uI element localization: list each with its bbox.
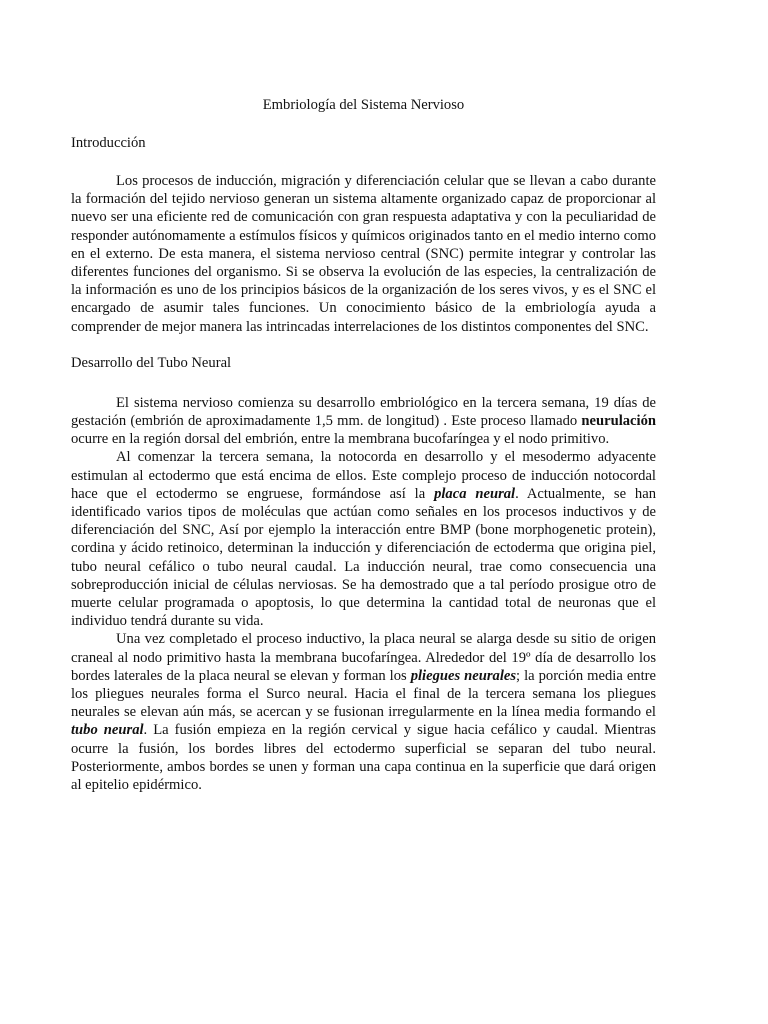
- term-neurulacion: neurulación: [581, 413, 656, 430]
- section-heading-introduccion: Introducción: [71, 135, 146, 151]
- paragraph-text: El sistema nervioso comienza su desarrollo embriológico en la tercera semana, 19 días de gestación (embrión de aproximadamente 1,5 mm. de longitud) . Este proceso llamado: [71, 394, 656, 430]
- term-tubo-neural: tubo neural: [71, 722, 144, 739]
- paragraph-text: . La fusión empieza en la región cervical y sigue hacia cefálico y caudal. Mientras ocurre la fusión, los bordes libres del ectodermo superficial se separan del tubo neural. Posteriormente, ambos bordes se unen y forman una capa continua en la superficie que dará origen al epitelio epidérmico.: [71, 722, 656, 794]
- paragraph-pliegues-neurales: [71, 630, 656, 794]
- term-placa-neural: placa neural: [434, 485, 516, 502]
- paragraph-neurulacion: [71, 394, 656, 449]
- document-page: [71, 96, 656, 794]
- term-pliegues-neurales: pliegues neurales: [410, 667, 517, 684]
- paragraph-text: . Actualmente, se han identificado varios tipos de moléculas que actúan como señales en los procesos inductivos y de diferenciación del SNC, Así por ejemplo la interacción entre BMP (bone morphogenetic protein), cordina y ácido retinoico, determinan la inducción y diferenciación de ectoderma que origina piel, tubo neural cefálico o tubo neural caudal. La inducción neural, trae como consecuencia una sobreproducción inicial de células nerviosas. Se ha demostrado que a tal período prosigue otro de muerte celular programada o apoptosis, lo que determina la cantidad total de neuronas que el individuo tendrá durante su vida.: [71, 485, 656, 630]
- document-title: Embriología del Sistema Nervioso: [262, 97, 465, 113]
- paragraph-text: Al comenzar la tercera semana, la notocorda en desarrollo y el mesodermo adyacente estimulan al ectodermo que está encima de ellos. Este complejo proceso de inducción notocordal hace que el ectodermo se engruese, formándose así la: [71, 449, 656, 502]
- paragraph-text: ocurre en la región dorsal del embrión, entre la membrana bucofaríngea y el nodo primitivo.: [71, 431, 610, 448]
- intro-paragraph: Los procesos de inducción, migración y diferenciación celular que se llevan a cabo durante la formación del tejido nervioso generan un sistema altamente organizado capaz de proporcionar al nuevo ser una eficiente red de comunicación con gran respuesta adaptativa y con la peculiaridad de responder autónomamente a estímulos físicos y químicos originados tanto en el medio interno como en el externo. De esta manera, el sistema nervioso central (SNC) permite integrar y controlar las diferentes funciones del organismo. Si se observa la evolución de las especies, la centralización de la información es uno de los principios básicos de la organización de los seres vivos, y es el SNC el encargado de asumir tales funciones. Un conocimiento básico de la embriología ayuda a comprender de mejor manera las intrincadas interrelaciones de los distintos componentes del SNC.: [71, 173, 656, 335]
- paragraph-text: ; la porción media entre los pliegues neurales forma el Surco neural. Hacia el final de la tercera semana los pliegues neurales se elevan aún más, se acercan y se fusionan irregularmente en la línea media formando el: [71, 667, 656, 721]
- paragraph-placa-neural: [71, 448, 656, 630]
- section-heading-tubo-neural: Desarrollo del Tubo Neural: [71, 354, 232, 371]
- paragraph-text: Una vez completado el proceso inductivo, la placa neural se alarga desde su sitio de origen craneal al nodo primitivo hasta la membrana bucofaríngea. Alrededor del 19º día de desarrollo los bordes laterales de la placa neural se elevan y forman los: [71, 631, 656, 684]
